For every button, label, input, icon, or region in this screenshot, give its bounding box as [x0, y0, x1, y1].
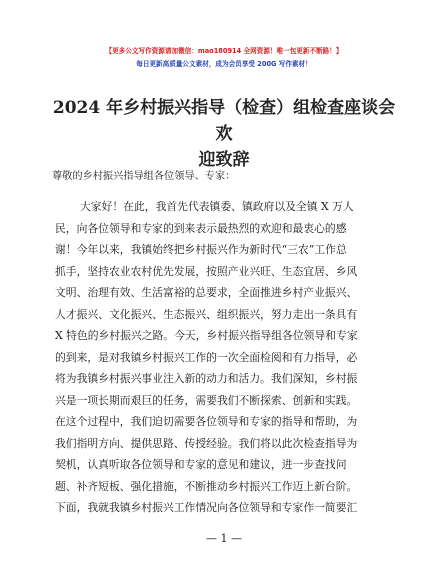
- body-line: 下面，我就我镇乡村振兴工作情况向各位领导和专家作一简要汇: [55, 501, 358, 514]
- body-line: 民，向各位领导和专家的到来表示最热烈的欢迎和最衷心的感: [55, 221, 347, 235]
- promo-banner-line-1: 【更多公文写作资源请加微信：mao180914 全网资源！唯一包更新不断路！】: [105, 47, 343, 55]
- body-line: 大家好！在此，我首先代表镇委、镇政府以及全镇 X 万人: [80, 200, 354, 213]
- document-title-line-1: 2024 年乡村振兴指导（检查）组检查座谈会欢: [52, 98, 396, 144]
- document-title-line-2: 迎致辞: [198, 150, 250, 170]
- body-line: 抓手，坚持农业农村优先发展，按照产业兴旺、生态宜居、乡风: [55, 264, 358, 278]
- body-text: [55, 196, 396, 519]
- body-line: 人才振兴、文化振兴、生态振兴、组织振兴，努力走出一条具有: [55, 307, 358, 321]
- body-line: 我们指明方向、提供思路、传授经验。我们将以此次检查指导为: [55, 436, 358, 450]
- body-line: 将为我镇乡村振兴事业注入新的动力和活力。我们深知，乡村振: [55, 372, 358, 385]
- body-line: X 特色的乡村振兴之路。今天，乡村振兴指导组各位领导和专家: [55, 329, 358, 342]
- promo-banner-line-2: 每日更新高质量公文素材，成为会员享受 200G 写作素材！: [136, 60, 312, 68]
- page-number: — 1 —: [206, 532, 242, 545]
- body-line: 文明、治理有效、生活富裕的总要求，全面推进乡村产业振兴、: [55, 286, 358, 299]
- body-line: 的到来，是对我镇乡村振兴工作的一次全面检阅和有力指导，必: [55, 350, 358, 364]
- document-title: [48, 95, 400, 173]
- body-line: 题、补齐短板、强化措施，不断推动乡村振兴工作迈上新台阶。: [55, 479, 358, 493]
- body-line: 契机，认真听取各位领导和专家的意见和建议，进一步查找问: [55, 458, 347, 471]
- body-line: 兴是一项长期而艰巨的任务，需要我们不断探索、创新和实践。: [55, 393, 358, 407]
- body-line: 在这个过程中，我们迫切需要各位领导和专家的指导和帮助，为: [55, 415, 358, 428]
- body-line: 谢！今年以来，我镇始终把乡村振兴作为新时代“三农”工作总: [55, 243, 347, 256]
- salutation: 尊敬的乡村振兴指导组各位领导、专家：: [52, 171, 236, 182]
